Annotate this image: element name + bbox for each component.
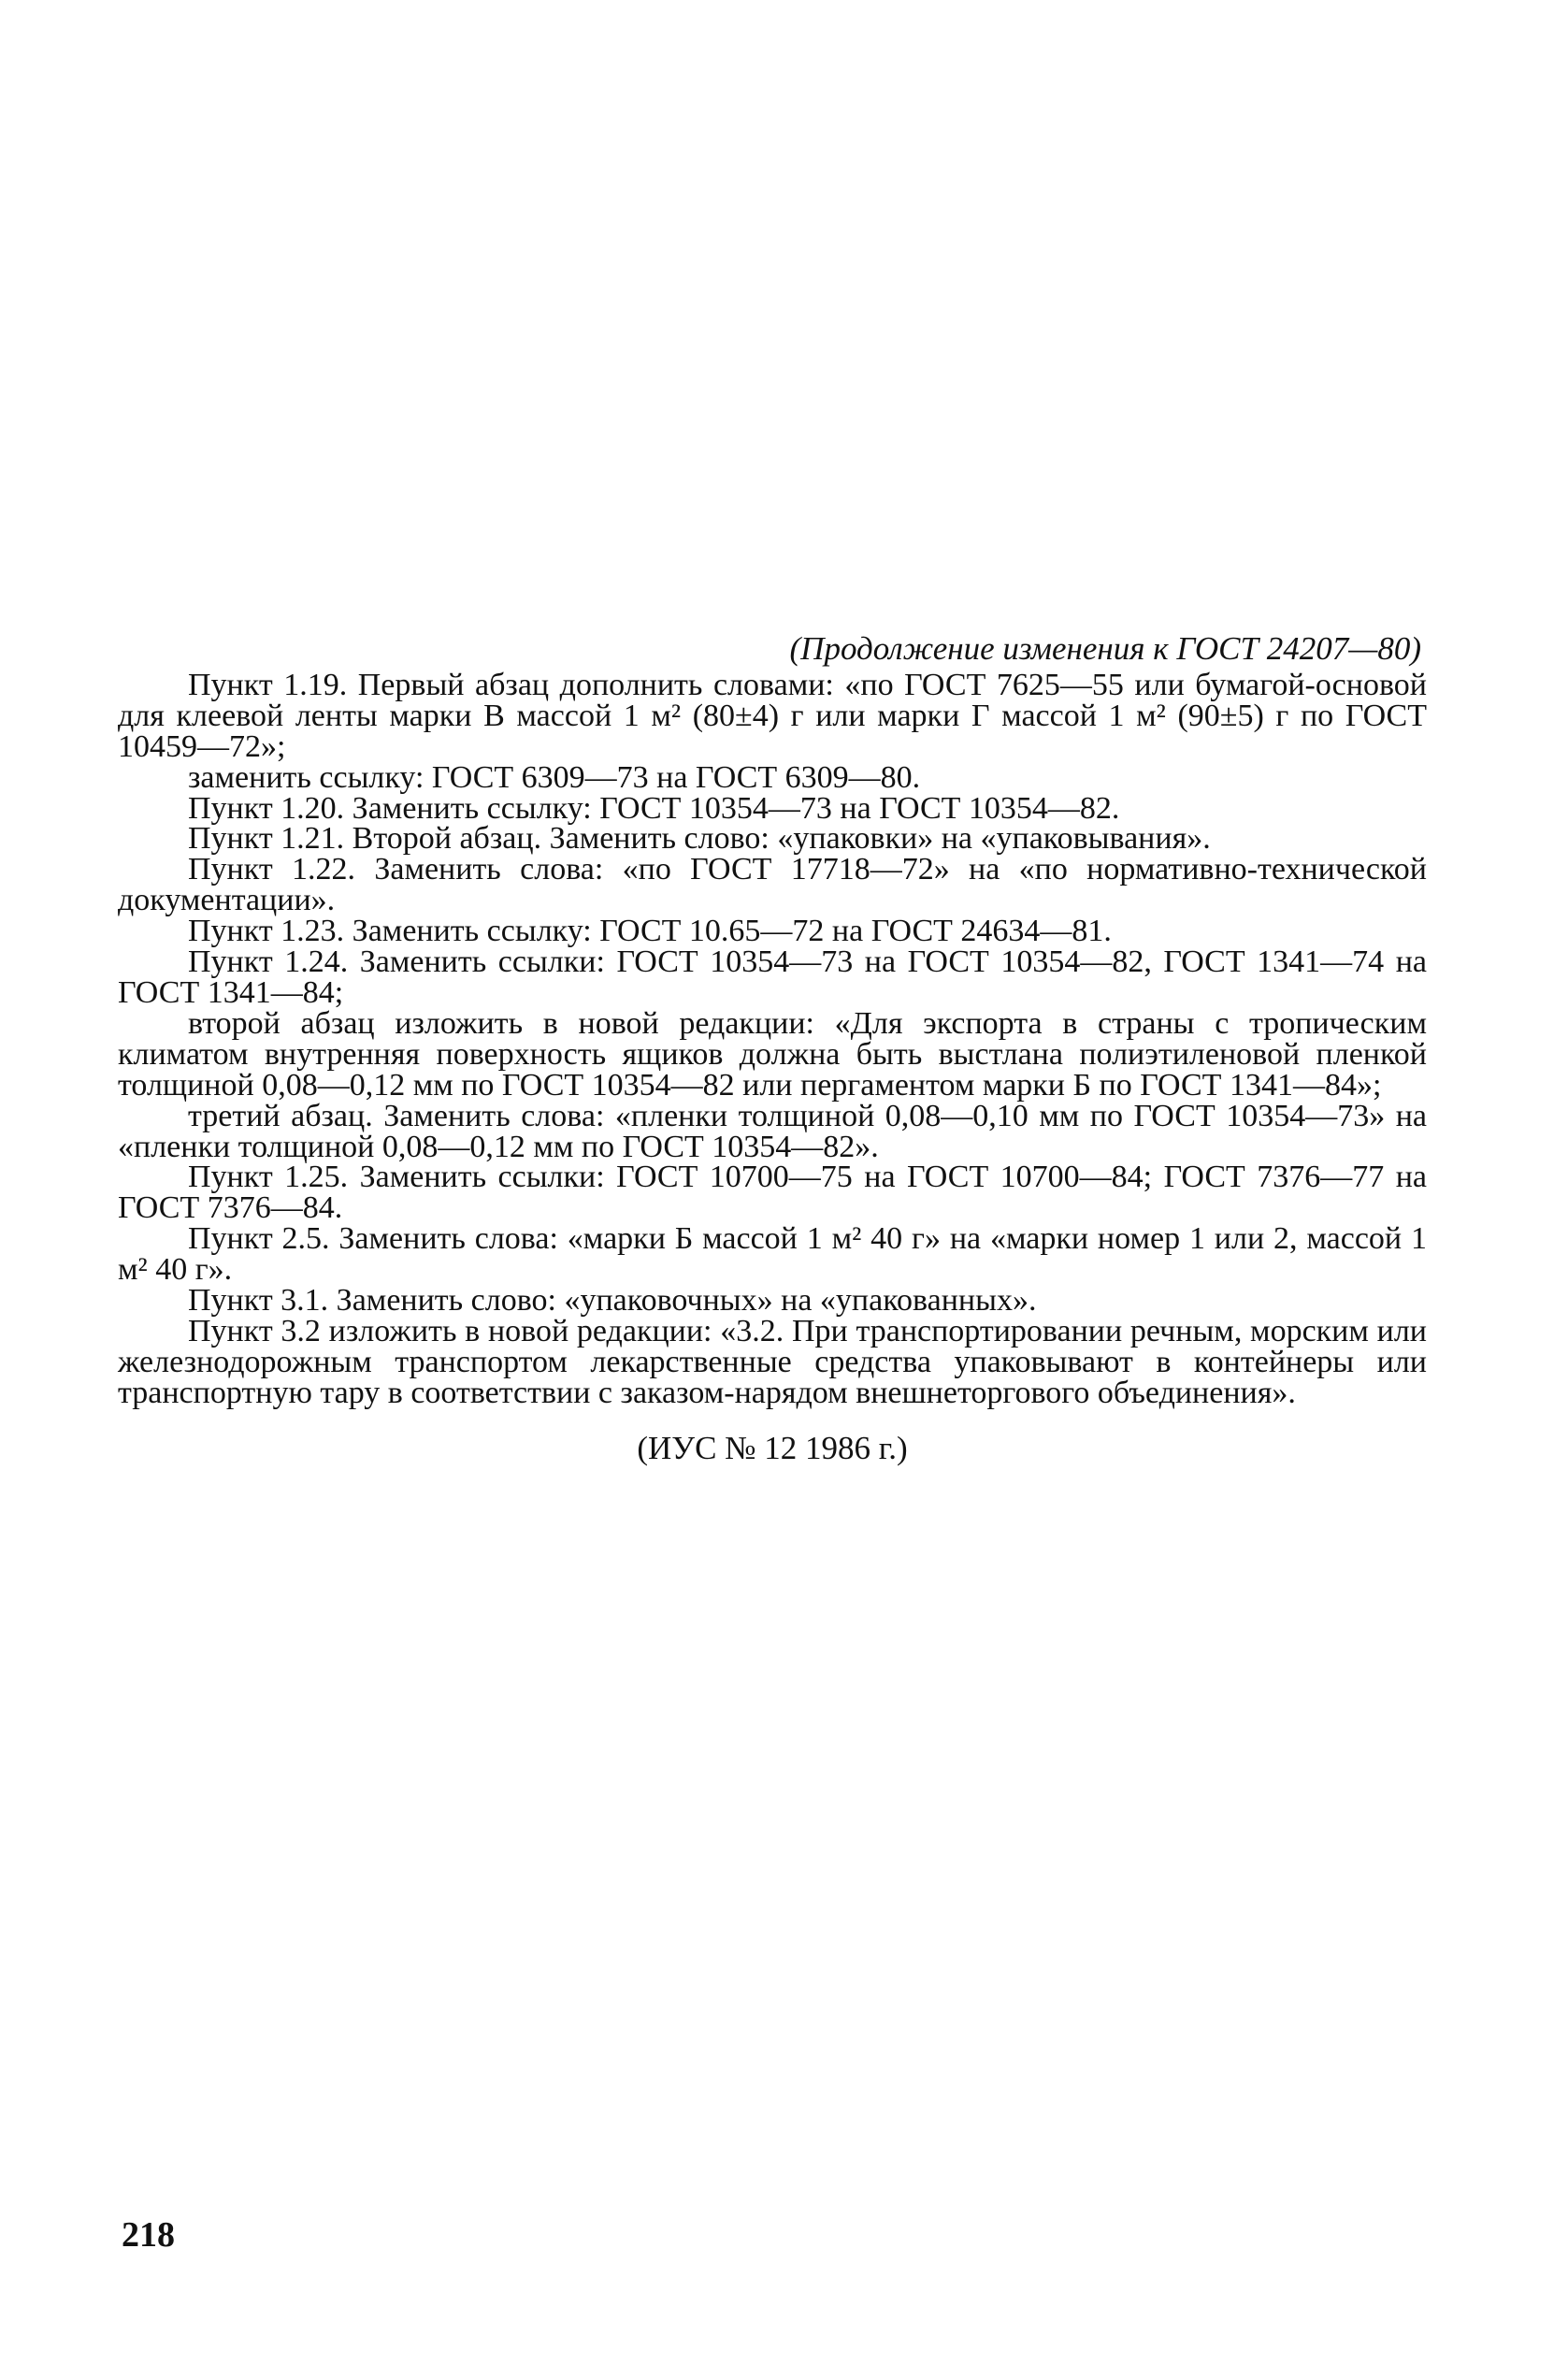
document-body [118, 630, 1427, 1466]
paragraph-1-23: Пункт 1.23. Заменить ссылку: ГОСТ 10.65—72 на ГОСТ 24634—81. [188, 914, 1112, 949]
paragraph-1-22: Пункт 1.22. Заменить слова: «по ГОСТ 17718—72» на «по нормативно-технической документации». [118, 852, 1427, 918]
continuation-heading: (Продолжение изменения к ГОСТ 24207—80) [789, 630, 1421, 667]
paragraph-1-19: Пункт 1.19. Первый абзац дополнить словами: «по ГОСТ 7625—55 или бумагой-основой для клеевой ленты марки В массой 1 м² (80±4) г или марки Г массой 1 м² (90±5) г по ГОСТ 10459—72»; [118, 667, 1427, 764]
paragraph-3-2: Пункт 3.2 изложить в новой редакции: «3.2. При транспортировании речным, морским или железнодорожным транспортом лекарственные средства упаковывают в контейнеры или транспортную тару в соответствии с заказом-нарядом внешнеторгового объединения». [118, 1313, 1427, 1410]
paragraph-2-5: Пункт 2.5. Заменить слова: «марки Б массой 1 м² 40 г» на «марки номер 1 или 2, массой 1 м² 40 г». [118, 1221, 1427, 1288]
page-number: 218 [122, 2215, 175, 2255]
paragraph-1-25: Пункт 1.25. Заменить ссылки: ГОСТ 10700—75 на ГОСТ 10700—84; ГОСТ 7376—77 на ГОСТ 7376—84. [118, 1160, 1427, 1226]
paragraph-1-24-third: третий абзац. Заменить слова: «пленки толщиной 0,08—0,10 мм по ГОСТ 10354—73» на «пленки толщиной 0,08—0,12 мм по ГОСТ 10354—82». [118, 1098, 1427, 1164]
source-reference: (ИУС № 12 1986 г.) [637, 1429, 908, 1466]
paragraph-1-24: Пункт 1.24. Заменить ссылки: ГОСТ 10354—73 на ГОСТ 10354—82, ГОСТ 1341—74 на ГОСТ 1341—84; [118, 944, 1427, 1010]
paragraph-3-1: Пункт 3.1. Заменить слово: «упаковочных» на «упакованных». [188, 1283, 1037, 1319]
paragraph-1-21: Пункт 1.21. Второй абзац. Заменить слово: «упаковки» на «упаковывания». [188, 821, 1211, 857]
paragraph-1-19-reference: заменить ссылку: ГОСТ 6309—73 на ГОСТ 6309—80. [188, 759, 921, 795]
paragraph-1-24-second: второй абзац изложить в новой редакции: «Для экспорта в страны с тропическим климатом внутренняя поверхность ящиков должна быть выстлана полиэтиленовой пленкой толщиной 0,08—0,12 мм по ГОСТ 10354—82 или пергаментом марки Б по ГОСТ 1341—84»; [118, 1005, 1427, 1103]
paragraph-1-20: Пункт 1.20. Заменить ссылку: ГОСТ 10354—73 на ГОСТ 10354—82. [188, 790, 1120, 826]
